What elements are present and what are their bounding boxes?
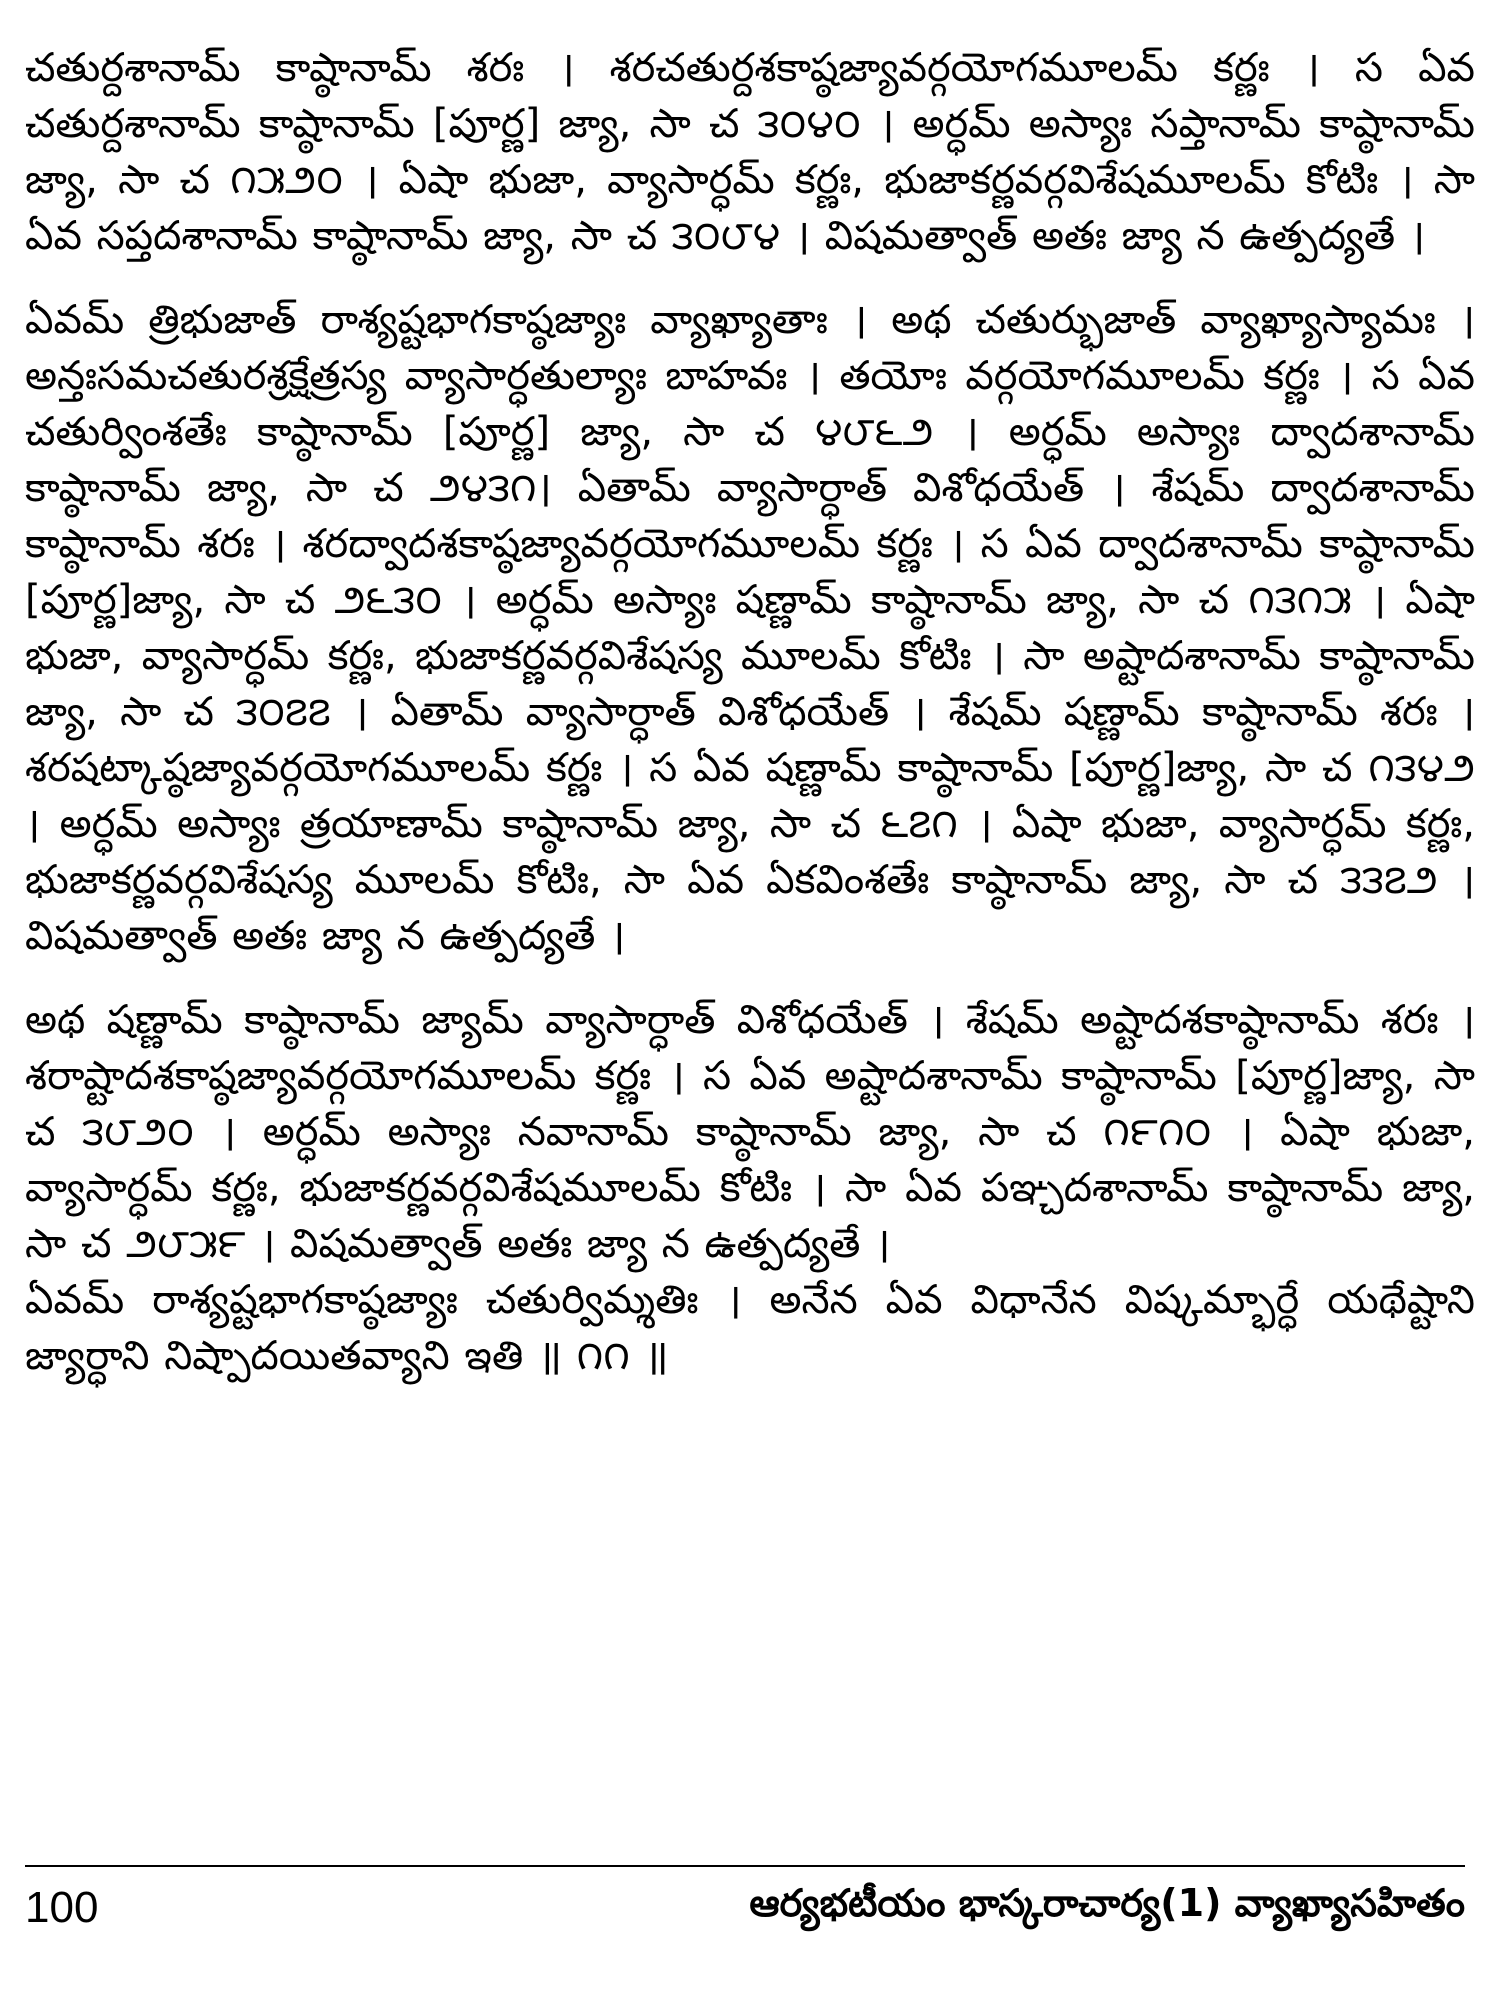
page-footer: [25, 1878, 1465, 1938]
footer-divider: [25, 1865, 1465, 1867]
paragraph-2: ఏవమ్ త్రిభుజాత్ రాశ్యష్టభాగకాష్ఠజ్యాః వ్యాఖ్యాతాః । అథ చతుర్భుజాత్ వ్యాఖ్యాస్యామః । అన్తఃసమచతురశ్రక్షేత్రస్య వ్యాసార్ధతుల్యాః బాహవః । తయోః వర్గయోగమూలమ్ కర్ణః । స ఏవ చతుర్వింశతేః కాష్ఠానామ్ [పూర్ణ] జ్యా, సా చ ౪౮౬౨ । అర్ధమ్ అస్యాః ద్వాదశానామ్ కాష్ఠానామ్ జ్యా, సా చ ౨౪౩౧। ఏతామ్ వ్యాసార్ధాత్ విశోధయేత్ । శేషమ్ ద్వాదశానామ్ కాష్ఠానామ్ శరః । శరద్వాదశకాష్ఠజ్యావర్గయోగమూలమ్ కర్ణః । స ఏవ ద్వాదశానామ్ కాష్ఠానామ్ [పూర్ణ]జ్యా, సా చ ౨౬౩౦ । అర్ధమ్ అస్యాః షణ్ణామ్ కాష్ఠానామ్ జ్యా, సా చ ౧౩౧౫ । ఏషా భుజా, వ్యాసార్ధమ్ కర్ణః, భుజాకర్ణవర్గవిశేషస్య మూలమ్ కోటిః । సా అష్టాదశానామ్ కాష్ఠానామ్ జ్యా, సా చ ౩౦౭౭ । ఏతామ్ వ్యాసార్ధాత్ విశోధయేత్ । శేషమ్ షణ్ణామ్ కాష్ఠానామ్ శరః । శరషట్కాష్ఠజ్యావర్గయోగమూలమ్ కర్ణః । స ఏవ షణ్ణామ్ కాష్ఠానామ్ [పూర్ణ]జ్యా, సా చ ౧౩౪౨ । అర్ధమ్ అస్యాః త్రయాణామ్ కాష్ఠానామ్ జ్యా, సా చ ౬౭౧ । ఏషా భుజా, వ్యాసార్ధమ్ కర్ణః, భుజాకర్ణవర్గవిశేషస్య మూలమ్ కోటిః, సా ఏవ ఏకవింశతేః కాష్ఠానామ్ జ్యా, సా చ ౩౩౭౨ । విషమత్వాత్ అతః జ్యా న ఉత్పద్యతే ।: [25, 297, 1475, 959]
paragraph-3: అథ షణ్ణామ్ కాష్ఠానామ్ జ్యామ్ వ్యాసార్ధాత్ విశోధయేత్ । శేషమ్ అష్టాదశకాష్ఠానామ్ శరః । శరాష్టాదశకాష్ఠజ్యావర్గయోగమూలమ్ కర్ణః । స ఏవ అష్టాదశానామ్ కాష్ఠానామ్ [పూర్ణ]జ్యా, సా చ ౩౮౨౦ । అర్ధమ్ అస్యాః నవానామ్ కాష్ఠానామ్ జ్యా, సా చ ౧౯౧౦ । ఏషా భుజా, వ్యాసార్ధమ్ కర్ణః, భుజాకర్ణవర్గవిశేషమూలమ్ కోటిః । సా ఏవ పఞ్చదశానామ్ కాష్ఠానామ్ జ్యా, సా చ ౨౮౫౯ । విషమత్వాత్ అతః జ్యా న ఉత్పద్యతే ।: [25, 997, 1475, 1267]
page-body: [25, 40, 1475, 1384]
page-number: 100: [25, 1883, 99, 1932]
book-title: ఆర్యభటీయం భాస్కరాచార్య(1) వ్యాఖ్యాసహితం: [749, 1881, 1465, 1925]
paragraph-1: చతుర్దశానామ్ కాష్ఠానామ్ శరః । శరచతుర్దశకాష్ఠజ్యావర్గయోగమూలమ్ కర్ణః । స ఏవ చతుర్దశానామ్ కాష్ఠానామ్ [పూర్ణ] జ్యా, సా చ ౩౦౪౦ । అర్ధమ్ అస్యాః సప్తానామ్ కాష్ఠానామ్ జ్యా, సా చ ౧౫౨౦ । ఏషా భుజా, వ్యాసార్ధమ్ కర్ణః, భుజాకర్ణవర్గవిశేషమూలమ్ కోటిః । సా ఏవ సప్తదశానామ్ కాష్ఠానామ్ జ్యా, సా చ ౩౦౮౪ । విషమత్వాత్ అతః జ్యా న ఉత్పద్యతే ।: [25, 45, 1475, 259]
paragraph-4: ఏవమ్ రాశ్యష్టభాగకాష్ఠజ్యాః చతుర్విమ్శతిః । అనేన ఏవ విధానేన విష్కమ్భార్ధే యథేష్టాని జ్యార్ధాని నిష్పాదయితవ్యాని ఇతి ॥ ౧౧ ॥: [25, 1277, 1475, 1379]
